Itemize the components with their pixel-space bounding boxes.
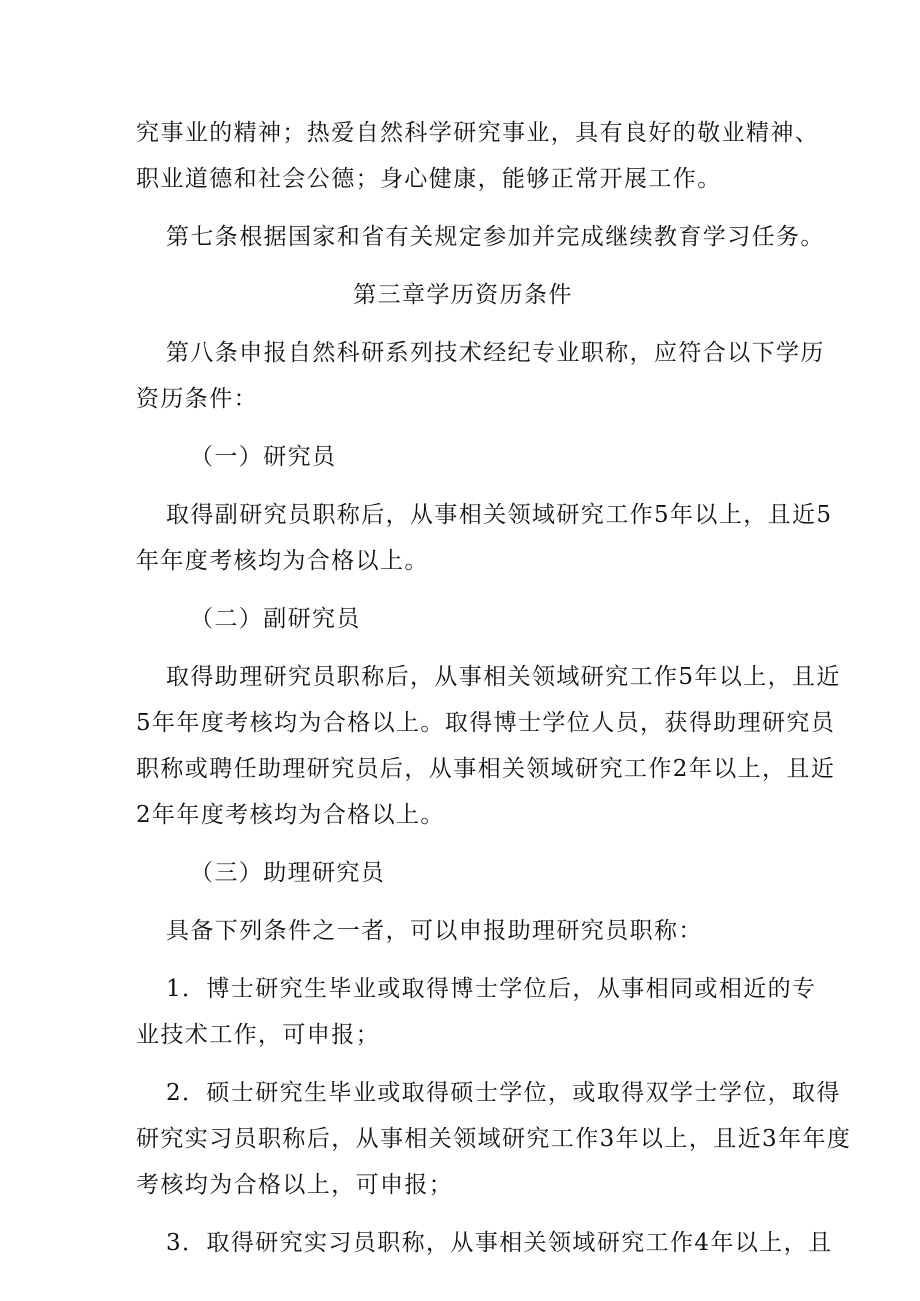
chapter-3-heading: 第三章学历资历条件 — [353, 282, 573, 308]
body-line: 取得副研究员职称后，从事相关领域研究工作5年以上，且近5 — [166, 502, 833, 528]
body-line: 职称或聘任助理研究员后，从事相关领域研究工作2年以上，且近 — [136, 756, 836, 782]
body-line: 取得助理研究员职称后，从事相关领域研究工作5年以上，且近 — [166, 664, 841, 690]
body-line: 考核均为合格以上，可申报； — [136, 1172, 454, 1198]
body-line: 业技术工作，可申报； — [136, 1022, 380, 1048]
body-line: 职业道德和社会公德；身心健康，能够正常开展工作。 — [136, 166, 722, 192]
section-heading-researcher: （一）研究员 — [190, 444, 337, 470]
body-line: 年年度考核均为合格以上。 — [136, 548, 429, 574]
section-heading-associate-researcher: （二）副研究员 — [190, 606, 361, 632]
body-line: 5年年度考核均为合格以上。取得博士学位人员，获得助理研究员 — [136, 710, 836, 736]
body-line: 究事业的精神；热爱自然科学研究事业，具有良好的敬业精神、 — [136, 120, 820, 146]
section-heading-assistant-researcher: （三）助理研究员 — [190, 860, 386, 886]
list-item-1: 1．博士研究生毕业或取得博士学位后，从事相同或相近的专 — [166, 976, 817, 1002]
list-item-3: 3．取得研究实习员职称，从事相关领域研究工作4年以上，且 — [166, 1230, 833, 1256]
body-line: 资历条件： — [136, 386, 258, 412]
body-line: 2年年度考核均为合格以上。 — [136, 802, 445, 828]
article-8: 第八条申报自然科研系列技术经纪专业职称，应符合以下学历 — [166, 340, 825, 366]
list-item-2: 2．硕士研究生毕业或取得硕士学位，或取得双学士学位，取得 — [166, 1080, 841, 1106]
body-line: 具备下列条件之一者，可以申报助理研究员职称： — [166, 918, 703, 944]
body-line: 研究实习员职称后，从事相关领域研究工作3年以上，且近3年年度 — [136, 1126, 852, 1152]
document-body — [136, 110, 852, 1266]
article-7: 第七条根据国家和省有关规定参加并完成继续教育学习任务。 — [166, 224, 825, 250]
